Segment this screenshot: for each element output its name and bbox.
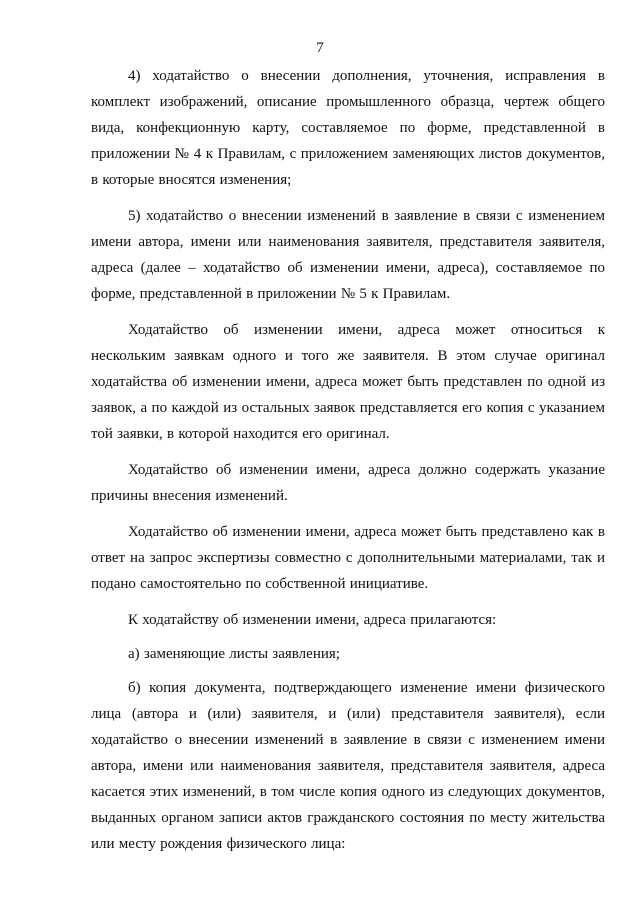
paragraph-item-4: 4) ходатайство о внесении дополнения, уточнения, исправления в комплект изображений, описание промышленного образца, чертеж общего вида, конфекционную карту, составляемое по форме, представленной в приложении № 4 к Правилам, с приложением заменяющих листов документов, в которые вносятся изменения; [91, 68, 605, 188]
paragraph-item-5: 5) ходатайство о внесении изменений в заявление в связи с изменением имени автора, имени или наименования заявителя, представителя заявителя, адреса (далее – ходатайство об изменении имени, адреса), составляемое по форме, представленной в приложении № 5 к Правилам. [91, 208, 605, 302]
paragraph-attachment-b: б) копия документа, подтверждающего изменение имени физического лица (автора и (или) заявителя, и (или) представителя заявителя), если ходатайство о внесении изменений в заявление в связи с изменением имени автора, имени или наименования заявителя, представителя заявителя, адреса касается этих изменений, в том числе копия одного из следующих документов, выданных органом записи актов гражданского состояния по месту жительства или месту рождения физического лица: [91, 680, 605, 852]
paragraph-attachment-a: а) заменяющие листы заявления; [128, 646, 340, 662]
paragraph-multiple-applications: Ходатайство об изменении имени, адреса может относиться к нескольким заявкам одного и того же заявителя. В этом случае оригинал ходатайства об изменении имени, адреса может быть представлен по одной из заявок, а по каждой из остальных заявок представляется его копия с указанием той заявки, в которой находится его оригинал. [91, 322, 605, 442]
paragraph-reason-requirement: Ходатайство об изменении имени, адреса должно содержать указание причины внесения изменений. [91, 462, 605, 504]
document-body [91, 63, 605, 867]
paragraph-attachments-intro: К ходатайству об изменении имени, адреса прилагаются: [128, 612, 497, 628]
page-number: 7 [316, 40, 324, 56]
paragraph-submission-mode: Ходатайство об изменении имени, адреса может быть представлено как в ответ на запрос экспертизы совместно с дополнительными материалами, так и подано самостоятельно по собственной инициативе. [91, 524, 605, 592]
